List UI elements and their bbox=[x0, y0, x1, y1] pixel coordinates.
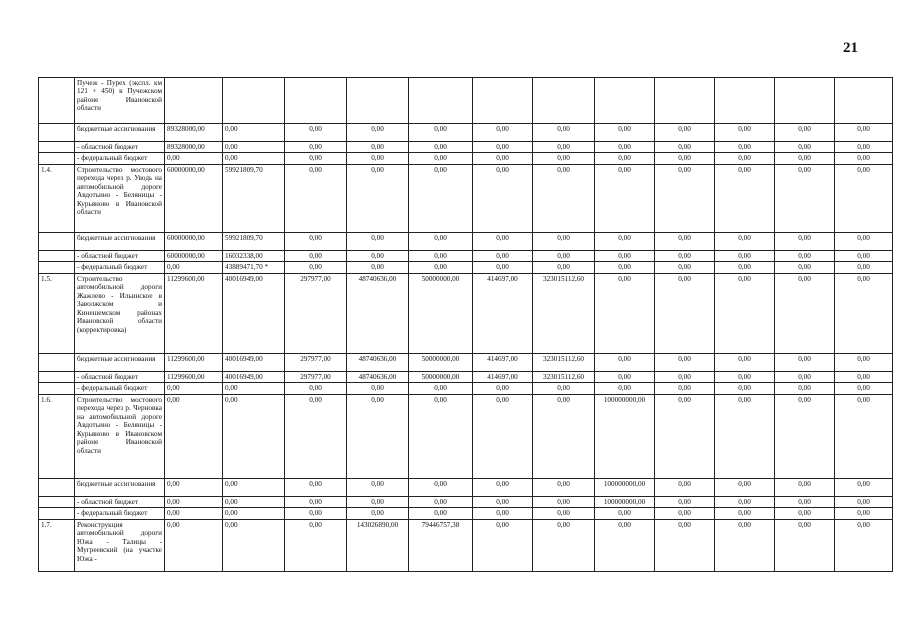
value-cell: 0,00 bbox=[285, 124, 347, 142]
value-cell: 0,00 bbox=[835, 153, 893, 164]
value-cell: 0,00 bbox=[655, 496, 715, 507]
value-cell: 0,00 bbox=[775, 394, 835, 478]
value-cell: 0,00 bbox=[533, 250, 595, 261]
value-cell: 0,00 bbox=[835, 519, 893, 571]
value-cell: 0,00 bbox=[409, 153, 473, 164]
value-cell: 0,00 bbox=[835, 478, 893, 496]
value-cell: 0,00 bbox=[473, 383, 533, 394]
value-cell: 0,00 bbox=[473, 232, 533, 250]
table-row bbox=[39, 371, 893, 382]
value-cell: 0,00 bbox=[655, 250, 715, 261]
value-cell: 0,00 bbox=[595, 250, 655, 261]
value-cell: 0,00 bbox=[533, 153, 595, 164]
value-cell: 0,00 bbox=[347, 250, 409, 261]
row-number bbox=[39, 371, 75, 382]
value-cell: 0,00 bbox=[655, 153, 715, 164]
value-cell: 100000000,00 bbox=[595, 394, 655, 478]
value-cell: 0,00 bbox=[533, 124, 595, 142]
value-cell: 0,00 bbox=[595, 142, 655, 153]
value-cell bbox=[715, 78, 775, 124]
value-cell: 0,00 bbox=[715, 371, 775, 382]
value-cell: 143026890,00 bbox=[347, 519, 409, 571]
value-cell: 0,00 bbox=[775, 273, 835, 353]
value-cell: 60000000,00 bbox=[165, 250, 223, 261]
value-cell: 0,00 bbox=[223, 496, 285, 507]
value-cell: 297977,00 bbox=[285, 273, 347, 353]
value-cell: 0,00 bbox=[655, 478, 715, 496]
value-cell: 0,00 bbox=[347, 124, 409, 142]
value-cell: 0,00 bbox=[655, 353, 715, 371]
table-row bbox=[39, 394, 893, 478]
table-row bbox=[39, 496, 893, 507]
value-cell: 0,00 bbox=[285, 496, 347, 507]
row-number bbox=[39, 383, 75, 394]
value-cell: 0,00 bbox=[409, 394, 473, 478]
value-cell: 0,00 bbox=[595, 519, 655, 571]
value-cell: 0,00 bbox=[835, 371, 893, 382]
value-cell: 0,00 bbox=[347, 142, 409, 153]
value-cell: 0,00 bbox=[473, 164, 533, 232]
value-cell bbox=[165, 78, 223, 124]
row-description: бюджетные ассигнования bbox=[75, 232, 165, 250]
value-cell: 0,00 bbox=[285, 250, 347, 261]
value-cell: 0,00 bbox=[533, 262, 595, 273]
value-cell: 0,00 bbox=[835, 232, 893, 250]
value-cell: 0,00 bbox=[285, 519, 347, 571]
value-cell: 297977,00 bbox=[285, 371, 347, 382]
value-cell: 0,00 bbox=[347, 478, 409, 496]
value-cell: 0,00 bbox=[473, 124, 533, 142]
value-cell: 0,00 bbox=[533, 496, 595, 507]
value-cell: 0,00 bbox=[835, 353, 893, 371]
value-cell: 0,00 bbox=[165, 519, 223, 571]
value-cell: 50000000,00 bbox=[409, 273, 473, 353]
value-cell bbox=[595, 78, 655, 124]
value-cell: 0,00 bbox=[409, 508, 473, 519]
value-cell: 0,00 bbox=[347, 164, 409, 232]
value-cell: 0,00 bbox=[715, 164, 775, 232]
value-cell: 0,00 bbox=[655, 383, 715, 394]
value-cell: 0,00 bbox=[285, 262, 347, 273]
value-cell: 0,00 bbox=[835, 383, 893, 394]
value-cell: 100000000,00 bbox=[595, 478, 655, 496]
value-cell: 0,00 bbox=[409, 250, 473, 261]
value-cell: 0,00 bbox=[285, 142, 347, 153]
value-cell: 0,00 bbox=[775, 353, 835, 371]
value-cell: 0,00 bbox=[775, 124, 835, 142]
value-cell: 0,00 bbox=[533, 142, 595, 153]
value-cell: 0,00 bbox=[409, 232, 473, 250]
value-cell: 11299600,00 bbox=[165, 371, 223, 382]
value-cell: 89328000,00 bbox=[165, 142, 223, 153]
value-cell bbox=[409, 78, 473, 124]
value-cell: 0,00 bbox=[533, 519, 595, 571]
value-cell bbox=[473, 78, 533, 124]
row-number: 1.4. bbox=[39, 164, 75, 232]
value-cell: 0,00 bbox=[655, 232, 715, 250]
value-cell: 40016949,00 bbox=[223, 273, 285, 353]
table-row bbox=[39, 383, 893, 394]
table-row bbox=[39, 232, 893, 250]
row-description: Пучеж - Пурех (экспл. км 121 + 450) в Пучежском районе Ивановской области bbox=[75, 78, 165, 124]
value-cell bbox=[655, 78, 715, 124]
table-row bbox=[39, 124, 893, 142]
value-cell: 0,00 bbox=[835, 262, 893, 273]
row-description: Строительство мостового перехода через р. Уводь на автомобильной дороге Авдотьино - Беляницы - Курьяново в Ивановской области bbox=[75, 164, 165, 232]
value-cell: 60000000,00 bbox=[165, 164, 223, 232]
value-cell: 0,00 bbox=[473, 153, 533, 164]
row-description: - областной бюджет bbox=[75, 142, 165, 153]
value-cell bbox=[775, 78, 835, 124]
value-cell: 0,00 bbox=[715, 124, 775, 142]
table-row bbox=[39, 78, 893, 124]
value-cell: 0,00 bbox=[775, 496, 835, 507]
value-cell: 0,00 bbox=[347, 383, 409, 394]
row-description: - областной бюджет bbox=[75, 496, 165, 507]
value-cell: 0,00 bbox=[595, 371, 655, 382]
value-cell: 0,00 bbox=[223, 394, 285, 478]
row-number bbox=[39, 508, 75, 519]
value-cell: 0,00 bbox=[595, 273, 655, 353]
value-cell: 0,00 bbox=[835, 164, 893, 232]
value-cell: 0,00 bbox=[473, 142, 533, 153]
row-number: 1.7. bbox=[39, 519, 75, 571]
value-cell: 0,00 bbox=[595, 353, 655, 371]
value-cell: 60000000,00 bbox=[165, 232, 223, 250]
value-cell: 50000000,00 bbox=[409, 353, 473, 371]
value-cell: 48740636,00 bbox=[347, 353, 409, 371]
value-cell: 0,00 bbox=[715, 383, 775, 394]
value-cell: 16032338,00 bbox=[223, 250, 285, 261]
value-cell: 0,00 bbox=[347, 262, 409, 273]
value-cell: 0,00 bbox=[165, 394, 223, 478]
value-cell: 59921809,70 bbox=[223, 232, 285, 250]
value-cell: 0,00 bbox=[285, 478, 347, 496]
value-cell: 0,00 bbox=[347, 153, 409, 164]
value-cell: 0,00 bbox=[473, 250, 533, 261]
value-cell: 0,00 bbox=[835, 250, 893, 261]
row-number bbox=[39, 78, 75, 124]
value-cell: 0,00 bbox=[655, 371, 715, 382]
value-cell: 414697,00 bbox=[473, 371, 533, 382]
value-cell: 0,00 bbox=[775, 153, 835, 164]
value-cell: 0,00 bbox=[285, 153, 347, 164]
value-cell: 0,00 bbox=[595, 383, 655, 394]
value-cell: 0,00 bbox=[655, 273, 715, 353]
value-cell: 59921809,70 bbox=[223, 164, 285, 232]
value-cell bbox=[347, 78, 409, 124]
value-cell: 0,00 bbox=[715, 394, 775, 478]
value-cell: 100000000,00 bbox=[595, 496, 655, 507]
budget-table bbox=[38, 77, 893, 572]
row-description: бюджетные ассигнования bbox=[75, 124, 165, 142]
value-cell: 0,00 bbox=[835, 496, 893, 507]
table-row bbox=[39, 164, 893, 232]
value-cell: 0,00 bbox=[165, 153, 223, 164]
table-row bbox=[39, 353, 893, 371]
value-cell: 0,00 bbox=[715, 496, 775, 507]
value-cell: 0,00 bbox=[223, 153, 285, 164]
value-cell: 323015112,60 bbox=[533, 371, 595, 382]
value-cell: 0,00 bbox=[533, 383, 595, 394]
row-description: - областной бюджет bbox=[75, 371, 165, 382]
row-number bbox=[39, 250, 75, 261]
value-cell: 0,00 bbox=[165, 262, 223, 273]
value-cell: 0,00 bbox=[835, 124, 893, 142]
value-cell: 89328000,00 bbox=[165, 124, 223, 142]
value-cell: 0,00 bbox=[655, 142, 715, 153]
value-cell: 0,00 bbox=[473, 478, 533, 496]
table-row bbox=[39, 273, 893, 353]
value-cell: 0,00 bbox=[775, 250, 835, 261]
value-cell: 0,00 bbox=[775, 262, 835, 273]
table-row bbox=[39, 153, 893, 164]
value-cell: 0,00 bbox=[595, 262, 655, 273]
value-cell: 0,00 bbox=[835, 394, 893, 478]
value-cell: 0,00 bbox=[775, 519, 835, 571]
value-cell: 0,00 bbox=[165, 383, 223, 394]
value-cell: 0,00 bbox=[285, 383, 347, 394]
value-cell: 0,00 bbox=[223, 383, 285, 394]
row-description: бюджетные ассигнования bbox=[75, 478, 165, 496]
value-cell: 0,00 bbox=[775, 232, 835, 250]
row-description: Строительство автомобильной дороги Жажлево - Ильинское в Заволжском и Кинешемском районах Ивановской области (корректировка) bbox=[75, 273, 165, 353]
value-cell bbox=[223, 78, 285, 124]
value-cell: 0,00 bbox=[285, 232, 347, 250]
row-description: - федеральный бюджет bbox=[75, 153, 165, 164]
value-cell: 0,00 bbox=[473, 394, 533, 478]
value-cell: 0,00 bbox=[223, 124, 285, 142]
value-cell: 0,00 bbox=[655, 164, 715, 232]
value-cell: 0,00 bbox=[715, 273, 775, 353]
table-row bbox=[39, 519, 893, 571]
value-cell: 0,00 bbox=[775, 478, 835, 496]
value-cell: 0,00 bbox=[715, 250, 775, 261]
value-cell: 0,00 bbox=[655, 508, 715, 519]
value-cell: 40016949,00 bbox=[223, 353, 285, 371]
value-cell: 0,00 bbox=[409, 164, 473, 232]
table-row bbox=[39, 142, 893, 153]
row-number bbox=[39, 478, 75, 496]
row-number bbox=[39, 124, 75, 142]
value-cell: 0,00 bbox=[715, 232, 775, 250]
value-cell: 0,00 bbox=[775, 164, 835, 232]
value-cell: 0,00 bbox=[285, 508, 347, 519]
value-cell bbox=[533, 78, 595, 124]
value-cell: 414697,00 bbox=[473, 353, 533, 371]
value-cell: 0,00 bbox=[409, 383, 473, 394]
value-cell: 0,00 bbox=[595, 508, 655, 519]
value-cell: 0,00 bbox=[775, 383, 835, 394]
table-row bbox=[39, 250, 893, 261]
value-cell: 0,00 bbox=[533, 508, 595, 519]
value-cell: 0,00 bbox=[409, 478, 473, 496]
value-cell: 0,00 bbox=[715, 508, 775, 519]
value-cell: 0,00 bbox=[835, 273, 893, 353]
row-number: 1.5. bbox=[39, 273, 75, 353]
table-row bbox=[39, 508, 893, 519]
value-cell: 0,00 bbox=[775, 142, 835, 153]
value-cell: 0,00 bbox=[715, 142, 775, 153]
value-cell: 48740636,00 bbox=[347, 273, 409, 353]
row-number bbox=[39, 496, 75, 507]
value-cell: 50000000,00 bbox=[409, 371, 473, 382]
row-description: Строительство мостового перехода через р. Черновка на автомобильной дороге Авдотьино - Беляницы - Курьяново в Ивановском районе Ивановской области bbox=[75, 394, 165, 478]
value-cell: 0,00 bbox=[655, 519, 715, 571]
value-cell: 0,00 bbox=[655, 124, 715, 142]
value-cell: 0,00 bbox=[715, 153, 775, 164]
row-number bbox=[39, 142, 75, 153]
value-cell: 0,00 bbox=[473, 519, 533, 571]
value-cell: 414697,00 bbox=[473, 273, 533, 353]
value-cell: 0,00 bbox=[409, 496, 473, 507]
value-cell: 0,00 bbox=[165, 478, 223, 496]
value-cell: 0,00 bbox=[715, 478, 775, 496]
value-cell: 0,00 bbox=[775, 508, 835, 519]
row-number bbox=[39, 353, 75, 371]
value-cell: 0,00 bbox=[775, 371, 835, 382]
value-cell: 0,00 bbox=[595, 164, 655, 232]
value-cell: 0,00 bbox=[715, 519, 775, 571]
value-cell: 0,00 bbox=[655, 394, 715, 478]
row-description: - федеральный бюджет bbox=[75, 508, 165, 519]
table-row bbox=[39, 478, 893, 496]
value-cell: 0,00 bbox=[595, 232, 655, 250]
row-description: Реконструкция автомобильной дороги Южа - Талицы - Мугреевский (на участке Южа - bbox=[75, 519, 165, 571]
row-description: бюджетные ассигнования bbox=[75, 353, 165, 371]
value-cell: 0,00 bbox=[223, 508, 285, 519]
value-cell: 0,00 bbox=[347, 496, 409, 507]
row-number: 1.6. bbox=[39, 394, 75, 478]
value-cell: 0,00 bbox=[223, 519, 285, 571]
value-cell: 0,00 bbox=[347, 232, 409, 250]
value-cell: 0,00 bbox=[223, 142, 285, 153]
value-cell: 0,00 bbox=[473, 508, 533, 519]
value-cell: 0,00 bbox=[165, 496, 223, 507]
row-number bbox=[39, 153, 75, 164]
value-cell: 40016949,00 bbox=[223, 371, 285, 382]
value-cell: 43889471,70 * bbox=[223, 262, 285, 273]
value-cell: 0,00 bbox=[533, 164, 595, 232]
value-cell: 0,00 bbox=[715, 353, 775, 371]
row-description: - федеральный бюджет bbox=[75, 383, 165, 394]
value-cell: 0,00 bbox=[655, 262, 715, 273]
value-cell: 11299600,00 bbox=[165, 273, 223, 353]
value-cell: 0,00 bbox=[595, 153, 655, 164]
value-cell: 0,00 bbox=[409, 142, 473, 153]
value-cell: 0,00 bbox=[835, 142, 893, 153]
row-description: - областной бюджет bbox=[75, 250, 165, 261]
value-cell: 0,00 bbox=[533, 232, 595, 250]
row-number bbox=[39, 262, 75, 273]
value-cell: 48740636,00 bbox=[347, 371, 409, 382]
value-cell: 0,00 bbox=[595, 124, 655, 142]
row-description: - федеральный бюджет bbox=[75, 262, 165, 273]
value-cell: 0,00 bbox=[347, 394, 409, 478]
value-cell: 0,00 bbox=[409, 124, 473, 142]
value-cell: 0,00 bbox=[715, 262, 775, 273]
value-cell: 323015112,60 bbox=[533, 273, 595, 353]
row-number bbox=[39, 232, 75, 250]
value-cell: 0,00 bbox=[165, 508, 223, 519]
value-cell: 0,00 bbox=[347, 508, 409, 519]
page-number: 21 bbox=[843, 40, 858, 56]
value-cell: 79446757,38 bbox=[409, 519, 473, 571]
value-cell: 0,00 bbox=[473, 496, 533, 507]
value-cell: 0,00 bbox=[223, 478, 285, 496]
value-cell: 0,00 bbox=[409, 262, 473, 273]
value-cell: 323015112,60 bbox=[533, 353, 595, 371]
table-row bbox=[39, 262, 893, 273]
value-cell bbox=[285, 78, 347, 124]
value-cell: 0,00 bbox=[533, 478, 595, 496]
value-cell: 0,00 bbox=[533, 394, 595, 478]
value-cell: 11299600,00 bbox=[165, 353, 223, 371]
value-cell: 0,00 bbox=[285, 394, 347, 478]
value-cell: 0,00 bbox=[473, 262, 533, 273]
value-cell: 0,00 bbox=[285, 164, 347, 232]
value-cell: 297977,00 bbox=[285, 353, 347, 371]
value-cell bbox=[835, 78, 893, 124]
value-cell: 0,00 bbox=[835, 508, 893, 519]
